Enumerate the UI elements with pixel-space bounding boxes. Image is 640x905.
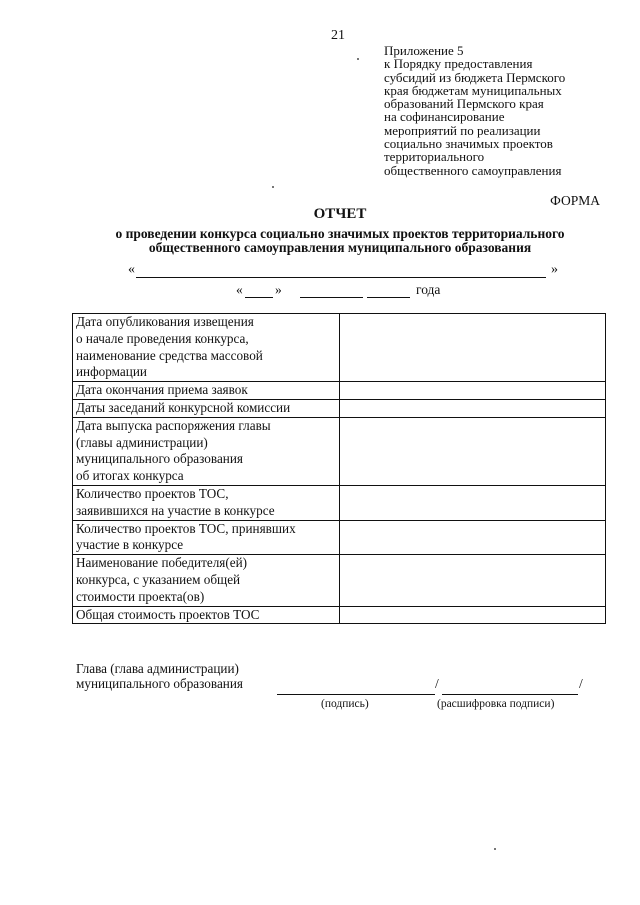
scan-speck (272, 186, 274, 188)
row-label-line: участие в конкурсе (76, 537, 184, 553)
signature-blank[interactable] (277, 678, 435, 695)
row-label-line: Количество проектов ТОС, принявших (76, 520, 296, 536)
year-label: года (416, 282, 441, 297)
row-label-line: информации (76, 364, 147, 380)
table-row (73, 606, 606, 624)
municipality-name-blank (136, 277, 546, 278)
slash-separator: / (579, 676, 583, 691)
form-label: ФОРМА (550, 193, 600, 208)
row-label-line: Наименование победителя(ей) (76, 555, 248, 571)
row-label-line: Дата опубликования извещения (76, 314, 254, 329)
appendix-line: субсидий из бюджета Пермского (384, 69, 566, 85)
appendix-line: края бюджетам муниципальных (384, 82, 562, 98)
table-row (73, 520, 606, 555)
year-blank (367, 297, 410, 298)
row-label-line: Дата окончания приема заявок (76, 382, 248, 398)
signature-caption: (подпись) (321, 698, 369, 710)
signatory-title (76, 662, 243, 691)
slash-separator: / (435, 676, 439, 691)
close-quote: » (551, 262, 558, 277)
row-label (73, 399, 340, 417)
row-label-line: наименование средства массовой (76, 347, 263, 363)
month-blank (300, 297, 363, 298)
signature-decode-blank[interactable] (442, 678, 578, 695)
table-row (73, 399, 606, 417)
appendix-line: мероприятий по реализации (384, 122, 541, 138)
table-row (73, 555, 606, 606)
appendix-line: Приложение 5 (384, 43, 464, 58)
document-subtitle (60, 227, 620, 255)
row-value-cell[interactable] (340, 399, 606, 417)
row-value-cell[interactable] (340, 606, 606, 624)
appendix-line: на софинансирование (384, 109, 505, 125)
appendix-note (384, 44, 624, 177)
subtitle-line: общественного самоуправления муниципального образования (148, 240, 532, 255)
row-value-cell[interactable] (340, 555, 606, 606)
day-open-quote: « (236, 282, 243, 297)
table-row (73, 314, 606, 382)
appendix-line: к Порядку предоставления (384, 56, 533, 72)
row-label-line: о начале проведения конкурса, (76, 330, 249, 346)
row-value-cell[interactable] (340, 382, 606, 400)
row-label (73, 417, 340, 485)
row-label-line: конкурса, с указанием общей (76, 571, 241, 587)
row-value-cell[interactable] (340, 520, 606, 555)
appendix-line: социально значимых проектов (384, 136, 553, 152)
report-table (72, 313, 606, 624)
row-label (73, 555, 340, 606)
row-label (73, 314, 340, 382)
signatory-line: Глава (глава администрации) (76, 661, 239, 676)
row-label-line: стоимости проекта(ов) (76, 588, 205, 604)
row-label-line: муниципального образования (76, 451, 243, 467)
row-label (73, 485, 340, 520)
row-label-line: об итогах конкурса (76, 468, 184, 484)
signatory-line: муниципального образования (76, 675, 243, 691)
row-label-line: Количество проектов ТОС, (76, 485, 229, 501)
day-close-quote: » (275, 282, 282, 297)
scan-speck (357, 58, 359, 60)
row-label (73, 606, 340, 624)
row-label-line: заявившихся на участие в конкурсе (76, 502, 275, 518)
table-row (73, 382, 606, 400)
row-label-line: Общая стоимость проектов ТОС (76, 606, 260, 622)
row-label (73, 520, 340, 555)
row-value-cell[interactable] (340, 417, 606, 485)
subtitle-line: о проведении конкурса социально значимых проектов территориального (115, 226, 565, 241)
row-label-line: Даты заседаний конкурсной комиссии (76, 399, 291, 415)
table-row (73, 417, 606, 485)
scan-speck (494, 848, 496, 850)
document-title: ОТЧЕТ (313, 206, 367, 222)
report-date-field[interactable] (236, 282, 456, 300)
decode-caption: (расшифровка подписи) (437, 698, 555, 710)
row-label-line: (главы администрации) (76, 434, 208, 450)
table-row (73, 485, 606, 520)
appendix-line: общественного самоуправления (384, 162, 562, 178)
day-blank (245, 297, 273, 298)
row-value-cell[interactable] (340, 314, 606, 382)
row-value-cell[interactable] (340, 485, 606, 520)
page-number: 21 (331, 28, 345, 43)
appendix-line: образований Пермского края (384, 96, 544, 112)
row-label-line: Дата выпуска распоряжения главы (76, 417, 271, 433)
row-label (73, 382, 340, 400)
open-quote: « (128, 262, 135, 277)
appendix-line: территориального (384, 149, 485, 165)
